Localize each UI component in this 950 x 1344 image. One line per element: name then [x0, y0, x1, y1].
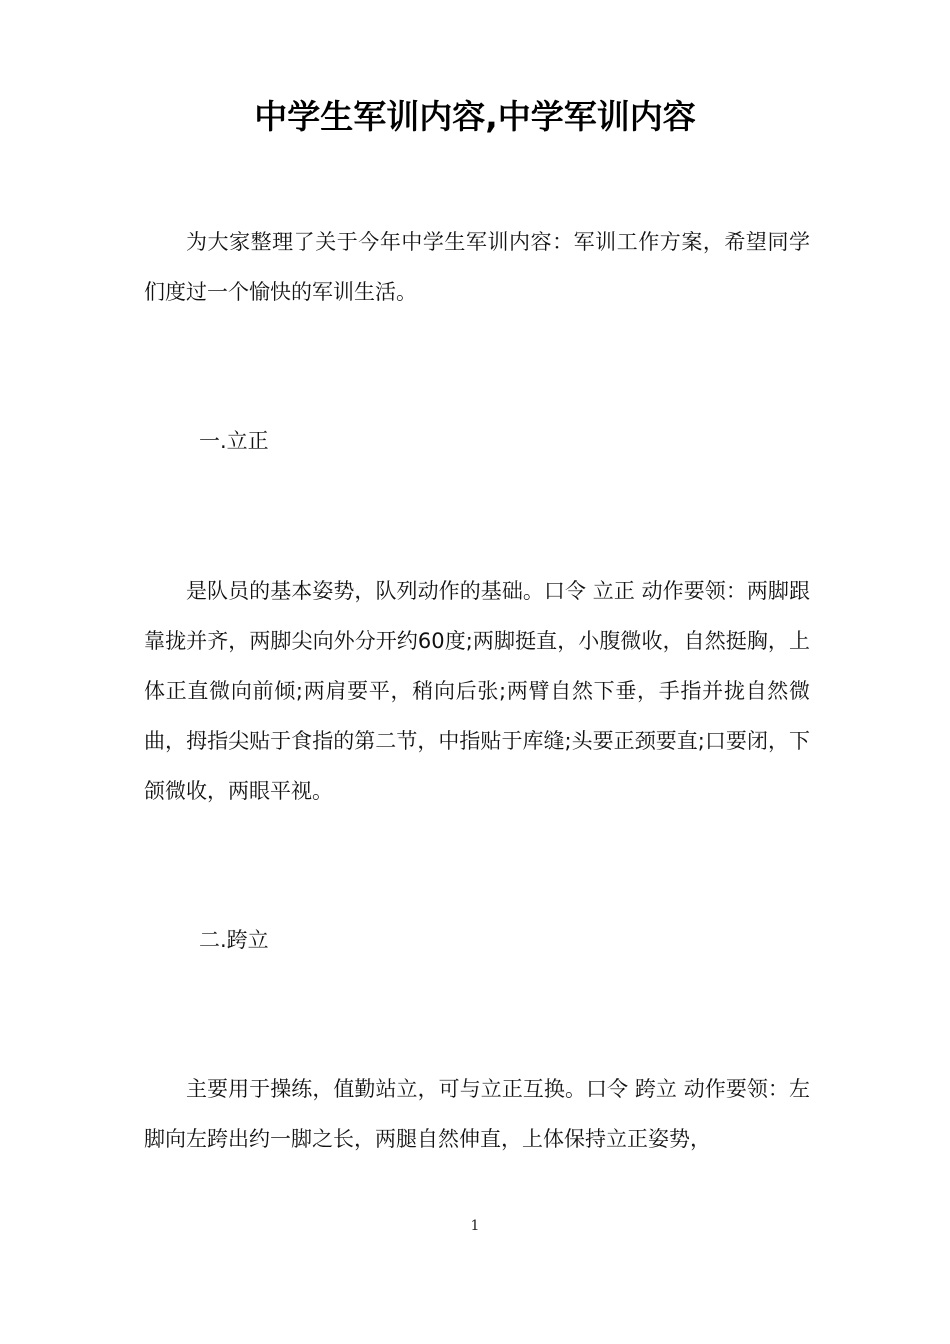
intro-paragraph: 为大家整理了关于今年中学生军训内容：军训工作方案，希望同学们度过一个愉快的军训生活。	[144, 230, 810, 304]
section-body-parade-rest: 主要用于操练，值勤站立，可与立正互换。口令 跨立 动作要领：左脚向左跨出约一脚之长，两腿自然伸直，上体保持立正姿势，	[144, 1077, 810, 1151]
section-heading-standing-attention: 一.立正	[199, 429, 269, 453]
document-title: 中学生军训内容,中学军训内容	[254, 97, 696, 136]
section-heading-parade-rest: 二.跨立	[199, 928, 269, 952]
section-body-standing-attention: 是队员的基本姿势，队列动作的基础。口令 立正 动作要领：两脚跟靠拢并齐，两脚尖向外分开约60度;两脚挺直，小腹微收，自然挺胸，上体正直微向前倾;两肩要平，稍向后张;两臂自然下垂，手指并拢自然微曲，拇指尖贴于食指的第二节，中指贴于库缝;头要正颈要直;口要闭，下颌微收，两眼平视。	[144, 579, 810, 803]
page-number: 1	[470, 1218, 480, 1234]
